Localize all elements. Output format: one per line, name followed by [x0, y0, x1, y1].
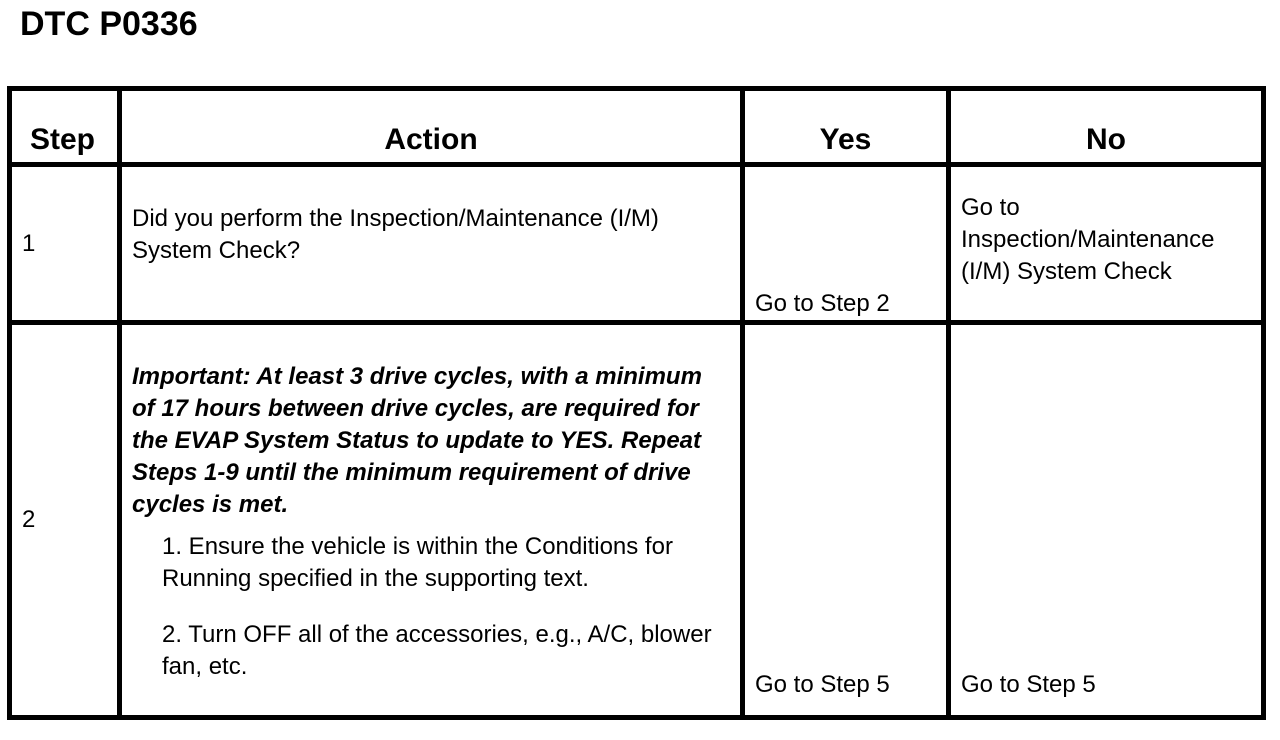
action-cell — [120, 323, 743, 718]
table-row — [10, 165, 1264, 323]
table-header-row — [10, 89, 1264, 165]
table-row — [10, 323, 1264, 718]
list-item: 2. Turn OFF all of the accessories, e.g., A/C, blower fan, etc. — [162, 621, 712, 680]
substep-list — [132, 531, 730, 683]
step-number: 2 — [10, 323, 120, 718]
diagnostic-table — [7, 86, 1266, 720]
list-item: 1. Ensure the vehicle is within the Conditions for Running specified in the supporting text. — [162, 533, 673, 592]
header-step: Step — [10, 89, 120, 165]
step-number: 1 — [10, 165, 120, 323]
important-note: Important: At least 3 drive cycles, with a minimum of 17 hours between drive cycles, are required for the EVAP System Status to update to YES. Repeat Steps 1-9 until the minimum requirement of drive cycles is met. — [132, 363, 702, 518]
header-yes: Yes — [743, 89, 949, 165]
no-result-line: (I/M) System Check — [961, 258, 1172, 285]
action-text: Did you perform the Inspection/Maintenance (I/M) System Check? — [120, 165, 743, 323]
page-title: DTC P0336 — [20, 5, 198, 43]
yes-result: Go to Step 2 — [743, 165, 949, 323]
no-result-line: Go to — [961, 194, 1020, 221]
no-result: Go to Step 5 — [949, 323, 1264, 718]
header-no: No — [949, 89, 1264, 165]
header-action: Action — [120, 89, 743, 165]
no-result-line: Inspection/Maintenance — [961, 226, 1215, 253]
no-result — [949, 165, 1264, 323]
yes-result: Go to Step 5 — [743, 323, 949, 718]
